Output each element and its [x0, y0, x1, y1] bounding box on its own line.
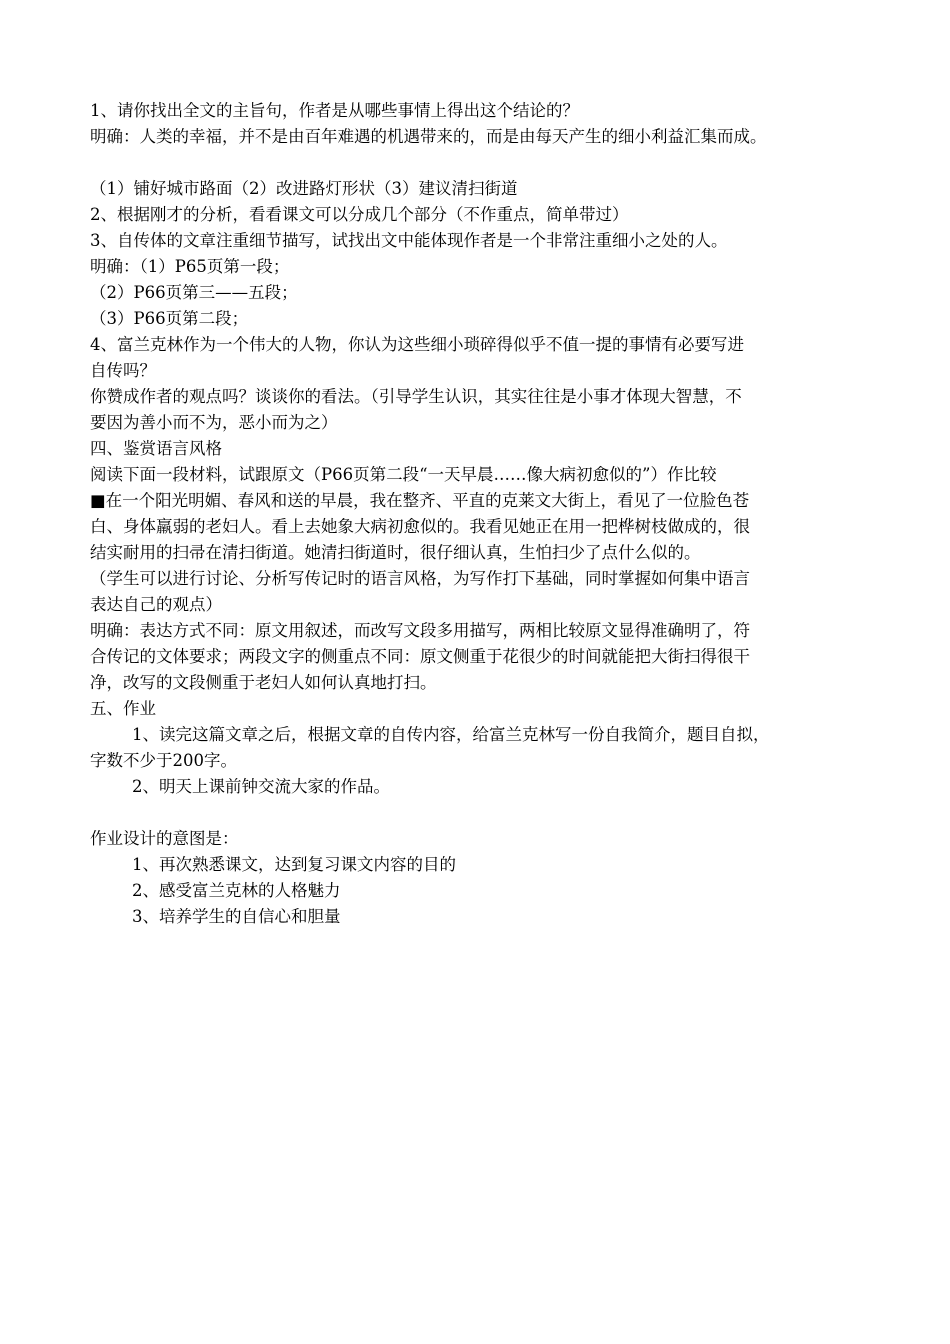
text-line: 表达自己的观点） — [90, 595, 222, 614]
text-line: 白、身体羸弱的老妇人。看上去她象大病初愈似的。我看见她正在用一把桦树枝做成的，很 — [90, 517, 750, 536]
blank-line — [90, 800, 875, 826]
text-line: 2、明天上课前钟交流大家的作品。 — [132, 777, 390, 796]
text-line: 合传记的文体要求；两段文字的侧重点不同：原文侧重于花很少的时间就能把大街扫得很干 — [90, 647, 750, 666]
text-line: （学生可以进行讨论、分析写传记时的语言风格，为写作打下基础，同时掌握如何集中语言 — [90, 569, 750, 588]
text-line: 1、再次熟悉课文，达到复习课文内容的目的 — [132, 855, 456, 874]
text-line: （2）P66页第三——五段； — [90, 283, 298, 302]
text-line: （1）铺好城市路面（2）改进路灯形状（3）建议清扫街道 — [90, 179, 518, 198]
section-heading: 四、鉴赏语言风格 — [90, 439, 222, 458]
text-line: 明确：（1）P65页第一段； — [90, 257, 290, 276]
text-line: 2、根据刚才的分析，看看课文可以分成几个部分（不作重点，简单带过） — [90, 205, 629, 224]
document-page — [90, 98, 875, 930]
text-line: 阅读下面一段材料，试跟原文（P66页第二段“一天早晨……像大病初愈似的”）作比较 — [90, 465, 717, 484]
text-line: 明确：表达方式不同：原文用叙述，而改写文段多用描写，两相比较原文显得准确明了，符 — [90, 621, 750, 640]
text-line: （3）P66页第二段； — [90, 309, 249, 328]
text-line: 1、请你找出全文的主旨句，作者是从哪些事情上得出这个结论的？ — [90, 101, 579, 120]
text-line: 3、培养学生的自信心和胆量 — [132, 907, 341, 926]
text-line: 自传吗？ — [90, 361, 156, 380]
text-line: 3、自传体的文章注重细节描写，试找出文中能体现作者是一个非常注重细小之处的人。 — [90, 231, 728, 250]
blank-line — [90, 150, 875, 176]
text-line: ■在一个阳光明媚、春风和送的早晨，我在整齐、平直的克莱文大街上，看见了一位脸色苍 — [90, 491, 750, 510]
text-line: 1、读完这篇文章之后，根据文章的自传内容，给富兰克林写一份自我简介，题目自拟， — [132, 725, 770, 744]
text-line: 2、感受富兰克林的人格魅力 — [132, 881, 341, 900]
text-line: 要因为善小而不为，恶小而为之） — [90, 413, 338, 432]
text-line: 字数不少于200字。 — [90, 751, 237, 770]
text-line: 净，改写的文段侧重于老妇人如何认真地打扫。 — [90, 673, 437, 692]
text-line: 结实耐用的扫帚在清扫街道。她清扫街道时，很仔细认真，生怕扫少了点什么似的。 — [90, 543, 701, 562]
text-line: 你赞成作者的观点吗？谈谈你的看法。（引导学生认识，其实往往是小事才体现大智慧，不 — [90, 387, 742, 406]
text-line: 4、富兰克林作为一个伟大的人物，你认为这些细小琐碎得似乎不值一提的事情有必要写进 — [90, 335, 744, 354]
text-line: 作业设计的意图是： — [90, 829, 239, 848]
text-line: 明确：人类的幸福，并不是由百年难遇的机遇带来的，而是由每天产生的细小利益汇集而成。 — [90, 127, 767, 146]
section-heading: 五、作业 — [90, 699, 156, 718]
